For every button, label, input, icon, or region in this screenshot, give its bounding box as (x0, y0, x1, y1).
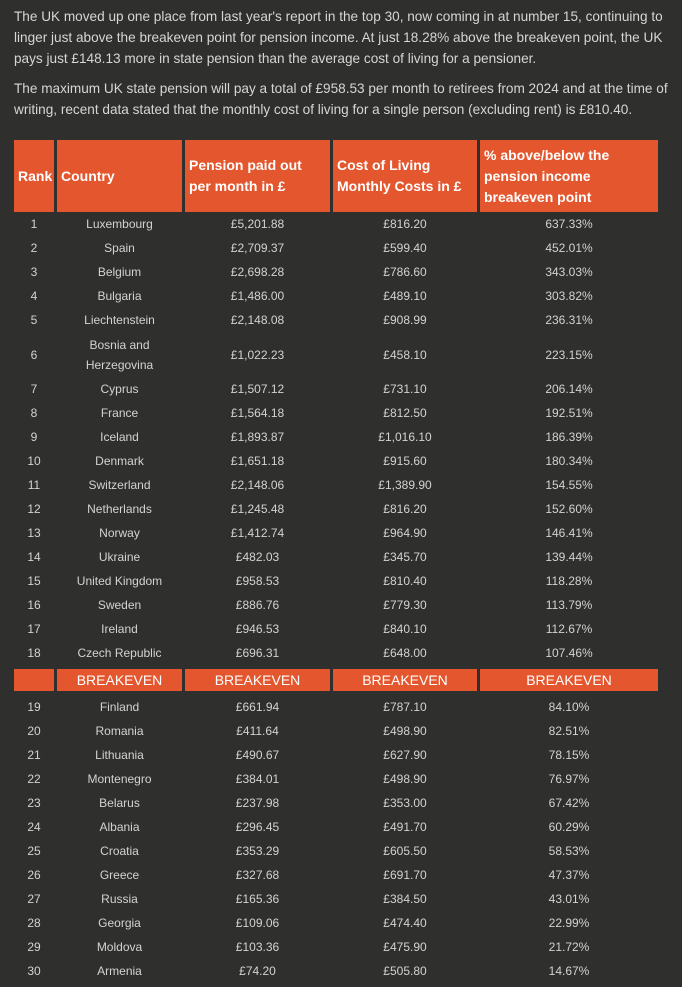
cell-cost: £691.70 (383, 868, 427, 882)
cell-cost: £489.10 (383, 289, 427, 303)
cell-pension: £1,507.12 (230, 382, 285, 396)
cell-pct: 180.34% (545, 454, 593, 468)
table-row (14, 236, 658, 260)
cell-cost: £786.60 (383, 265, 427, 279)
cell-pension: £411.64 (236, 724, 279, 738)
cell-cost: £840.10 (383, 622, 427, 636)
table-row (14, 473, 658, 497)
breakeven-blank-cell (14, 669, 54, 691)
cell-pct: 452.01% (545, 241, 593, 255)
cell-country: Croatia (100, 844, 139, 858)
pension-breakeven-table (11, 140, 661, 983)
cell-cost: £474.40 (383, 916, 427, 930)
cell-country: Armenia (97, 964, 142, 978)
table-row (14, 377, 658, 401)
cell-cost: £458.10 (383, 347, 427, 362)
cell-pct: 206.14% (545, 382, 593, 396)
breakeven-label: BREAKEVEN (185, 669, 330, 691)
table-row (14, 863, 658, 887)
cell-country: Albania (99, 820, 140, 834)
cell-pct: 76.97% (548, 772, 590, 786)
table-body (14, 212, 658, 983)
cell-pension: £946.53 (235, 622, 280, 636)
cell-country: Denmark (95, 454, 144, 468)
cell-country: Spain (104, 241, 135, 255)
table-row (14, 497, 658, 521)
cell-country: Russia (101, 892, 138, 906)
cell-pct: 139.44% (545, 550, 593, 564)
cell-pension: £958.53 (235, 574, 280, 588)
header-cost-of-living: Cost of Living Monthly Costs in £ (333, 140, 477, 212)
cell-cost: £345.70 (383, 550, 427, 564)
cell-cost: £731.10 (383, 382, 427, 396)
cell-country: Switzerland (88, 478, 151, 492)
cell-country: Greece (99, 868, 140, 882)
cell-cost: £816.20 (383, 502, 427, 516)
cell-pension: £327.68 (235, 868, 280, 882)
table-header-row (14, 140, 658, 212)
table-row (14, 521, 658, 545)
cell-rank: 16 (27, 598, 41, 612)
cell-rank: 10 (27, 454, 41, 468)
cell-country: Liechtenstein (84, 313, 155, 327)
table-row (14, 401, 658, 425)
header-pension: Pension paid out per month in £ (185, 140, 330, 212)
cell-pct: 223.15% (545, 347, 593, 362)
cell-country: Luxembourg (86, 217, 153, 231)
table-row (14, 284, 658, 308)
table-row (14, 695, 658, 719)
cell-country: Romania (95, 724, 144, 738)
cell-pension: £886.76 (235, 598, 280, 612)
cell-country: Netherlands (87, 502, 152, 516)
cell-rank: 22 (27, 772, 41, 786)
cell-pct: 107.46% (545, 646, 593, 660)
cell-pct: 152.60% (545, 502, 593, 516)
cell-country: Belarus (99, 796, 140, 810)
cell-cost: £1,016.10 (378, 430, 432, 444)
cell-rank: 29 (27, 940, 41, 954)
cell-rank: 20 (27, 724, 41, 738)
cell-cost: £505.80 (383, 964, 427, 978)
cell-pct: 154.55% (545, 478, 593, 492)
cell-pct: 113.79% (545, 598, 593, 612)
table-row (14, 308, 658, 332)
cell-cost: £491.70 (383, 820, 427, 834)
cell-pension: £103.36 (235, 940, 280, 954)
cell-cost: £599.40 (383, 241, 427, 255)
cell-pension: £2,709.37 (230, 241, 285, 255)
table-row (14, 593, 658, 617)
cell-pct: 82.51% (548, 724, 590, 738)
cell-rank: 21 (27, 748, 41, 762)
intro-text (0, 0, 682, 120)
cell-rank: 2 (30, 241, 38, 255)
cell-cost: £816.20 (383, 217, 427, 231)
cell-cost: £810.40 (383, 574, 427, 588)
cell-pension: £296.45 (235, 820, 280, 834)
cell-rank: 24 (27, 820, 41, 834)
cell-rank: 13 (27, 526, 41, 540)
cell-pct: 58.53% (548, 844, 590, 858)
table-row (14, 839, 658, 863)
table-row (14, 935, 658, 959)
cell-country: Finland (99, 700, 140, 714)
table-row (14, 767, 658, 791)
header-rank: Rank (14, 140, 54, 212)
cell-country: Belgium (97, 265, 142, 279)
cell-cost: £964.90 (383, 526, 427, 540)
cell-pct: 14.67% (548, 964, 590, 978)
cell-pct: 43.01% (548, 892, 590, 906)
cell-rank: 15 (27, 574, 41, 588)
table-row (14, 719, 658, 743)
cell-country: Norway (99, 526, 140, 540)
cell-pension: £661.94 (235, 700, 280, 714)
cell-rank: 23 (27, 796, 41, 810)
table-row (14, 911, 658, 935)
cell-pension: £1,412.74 (230, 526, 285, 540)
cell-country: Lithuania (95, 748, 144, 762)
cell-rank: 3 (30, 265, 38, 279)
breakeven-row (14, 669, 658, 691)
table-row (14, 791, 658, 815)
cell-country: Georgia (98, 916, 141, 930)
cell-country: Czech Republic (77, 646, 162, 660)
cell-rank: 28 (27, 916, 41, 930)
cell-pension: £1,486.00 (230, 289, 285, 303)
cell-country: Iceland (100, 430, 139, 444)
cell-pct: 67.42% (548, 796, 590, 810)
cell-rank: 19 (27, 700, 41, 714)
cell-pension: £2,698.28 (230, 265, 285, 279)
cell-cost: £498.90 (383, 772, 427, 786)
cell-cost: £353.00 (383, 796, 427, 810)
cell-country: Ireland (101, 622, 138, 636)
cell-pct: 84.10% (548, 700, 590, 714)
cell-pct: 637.33% (545, 217, 593, 231)
table-row (14, 617, 658, 641)
cell-pension: £490.67 (235, 748, 280, 762)
table-row (14, 425, 658, 449)
cell-pct: 78.15% (548, 748, 590, 762)
cell-rank: 6 (30, 347, 38, 362)
cell-cost: £475.90 (383, 940, 427, 954)
cell-cost: £908.99 (383, 313, 427, 327)
cell-pct: 192.51% (545, 406, 593, 420)
cell-rank: 18 (27, 646, 41, 660)
cell-rank: 25 (27, 844, 41, 858)
cell-cost: £915.60 (383, 454, 427, 468)
cell-pension: £1,564.18 (230, 406, 285, 420)
table-row (14, 260, 658, 284)
intro-paragraph-1: The UK moved up one place from last year's report in the top 30, now coming in at number 15, continuing to linger just above the breakeven point for pension income. At just 18.28% above the breakeven point, the UK pays just £148.13 more in state pension than the average cost of living for a pensioner. (14, 9, 663, 66)
cell-cost: £384.50 (383, 892, 427, 906)
cell-pension: £165.36 (235, 892, 280, 906)
cell-country: Bosnia and Herzegovina (85, 337, 154, 372)
cell-cost: £648.00 (383, 646, 427, 660)
cell-country: Ukraine (98, 550, 141, 564)
cell-pct: 146.41% (545, 526, 593, 540)
cell-pension: £384.01 (235, 772, 280, 786)
cell-cost: £627.90 (383, 748, 427, 762)
cell-cost: £812.50 (383, 406, 427, 420)
header-percent-breakeven: % above/below the pension income breakeven point (480, 140, 658, 212)
cell-rank: 5 (30, 313, 38, 327)
cell-pension: £1,022.23 (230, 347, 285, 362)
cell-cost: £787.10 (383, 700, 427, 714)
cell-rank: 17 (27, 622, 41, 636)
table-row (14, 212, 658, 236)
cell-pct: 22.99% (548, 916, 590, 930)
cell-country: Sweden (97, 598, 142, 612)
cell-pct: 343.03% (545, 265, 593, 279)
cell-pct: 118.28% (545, 574, 593, 588)
table-row (14, 959, 658, 983)
cell-rank: 4 (30, 289, 38, 303)
cell-rank: 9 (30, 430, 38, 444)
cell-pct: 60.29% (548, 820, 590, 834)
table-row (14, 545, 658, 569)
cell-pension: £237.98 (235, 796, 280, 810)
breakeven-label: BREAKEVEN (57, 669, 182, 691)
table-row (14, 332, 658, 377)
table-row (14, 569, 658, 593)
cell-rank: 12 (27, 502, 41, 516)
cell-country: Bulgaria (97, 289, 142, 303)
intro-paragraph-2: The maximum UK state pension will pay a total of £958.53 per month to retirees from 2024 and at the time of writing, recent data stated that the monthly cost of living for a single person (excluding rent) is £810.40. (14, 81, 668, 117)
breakeven-label: BREAKEVEN (333, 669, 477, 691)
cell-country: United Kingdom (76, 574, 163, 588)
cell-pct: 112.67% (545, 622, 593, 636)
table-row (14, 815, 658, 839)
cell-rank: 1 (30, 217, 38, 231)
cell-pension: £2,148.08 (230, 313, 285, 327)
cell-pension: £1,245.48 (230, 502, 285, 516)
cell-pension: £1,893.87 (230, 430, 285, 444)
cell-country: Moldova (96, 940, 143, 954)
breakeven-label: BREAKEVEN (480, 669, 658, 691)
cell-rank: 27 (27, 892, 41, 906)
cell-pension: £353.29 (235, 844, 280, 858)
table-row (14, 887, 658, 911)
cell-cost: £1,389.90 (378, 478, 432, 492)
cell-cost: £605.50 (383, 844, 427, 858)
cell-pension: £2,148.06 (230, 478, 285, 492)
cell-pension: £5,201.88 (230, 217, 285, 231)
cell-pct: 303.82% (545, 289, 593, 303)
cell-pension: £74.20 (239, 964, 276, 978)
cell-country: Montenegro (87, 772, 152, 786)
cell-rank: 14 (27, 550, 41, 564)
table-row (14, 641, 658, 665)
cell-country: France (100, 406, 139, 420)
cell-rank: 26 (27, 868, 41, 882)
header-country: Country (57, 140, 182, 212)
cell-pct: 47.37% (548, 868, 590, 882)
cell-pension: £1,651.18 (230, 454, 285, 468)
cell-cost: £779.30 (383, 598, 427, 612)
cell-rank: 8 (30, 406, 38, 420)
cell-country: Cyprus (100, 382, 139, 396)
cell-pension: £482.03 (235, 550, 280, 564)
cell-rank: 30 (27, 964, 41, 978)
cell-pension: £109.06 (235, 916, 280, 930)
table-row (14, 743, 658, 767)
table-row (14, 449, 658, 473)
cell-pct: 21.72% (548, 940, 590, 954)
cell-rank: 7 (30, 382, 38, 396)
cell-cost: £498.90 (383, 724, 427, 738)
cell-pct: 236.31% (545, 313, 593, 327)
cell-pct: 186.39% (545, 430, 593, 444)
cell-rank: 11 (27, 478, 41, 492)
cell-pension: £696.31 (235, 646, 280, 660)
